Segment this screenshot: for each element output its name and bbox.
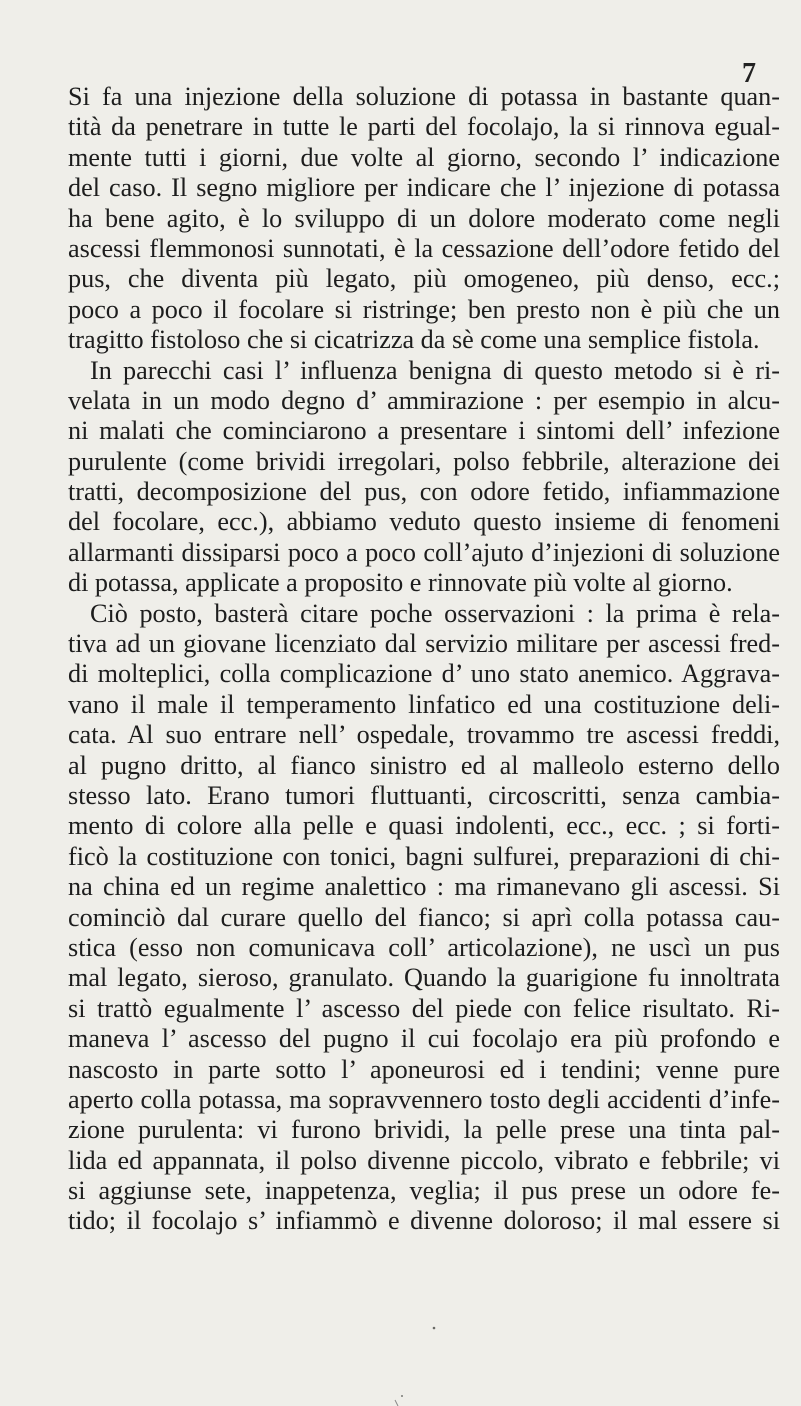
- text-line: In parecchi casi l’ influenza benigna di questo metodo si è ri-: [90, 355, 780, 385]
- text-line: mal legato, sieroso, granulato. Quando la guarigione fu innoltrata: [68, 963, 780, 993]
- text-line: purulente (come brividi irregolari, polso febbrile, alterazione dei: [68, 446, 780, 476]
- text-line: na china ed un regime analettico : ma rimanevano gli ascessi. Si: [68, 872, 780, 902]
- text-line: lida ed appannata, il polso divenne piccolo, vibrato e febbrile; vi: [68, 1145, 780, 1175]
- text-line: pus, che diventa più legato, più omogeneo, più denso, ecc.;: [68, 264, 780, 294]
- text-line: allarmanti dissiparsi poco a poco coll’ajuto d’injezioni di soluzione: [68, 537, 780, 567]
- text-line: tragitto fistoloso che si cicatrizza da sè come una semplice fistola.: [68, 325, 760, 355]
- text-line: stesso lato. Erano tumori fluttuanti, circoscritti, senza cambia-: [68, 780, 780, 810]
- text-line: tità da penetrare in tutte le parti del focolajo, la si rinnova egual-: [68, 112, 780, 142]
- text-line: tiva ad un giovane licenziato dal servizio militare per ascessi fred-: [68, 629, 780, 659]
- text-line: del focolare, ecc.), abbiamo veduto questo insieme di fenomeni: [68, 507, 780, 537]
- text-line: aperto colla potassa, ma sopravvennero tosto degli accidenti d’infe-: [68, 1084, 780, 1114]
- text-line: stica (esso non comunicava coll’ articolazione), ne uscì un pus: [68, 932, 780, 962]
- page-number: 7: [742, 58, 756, 89]
- text-line: velata in un modo degno d’ ammirazione : per esempio in alcu-: [68, 385, 780, 415]
- text-line: si trattò egualmente l’ ascesso del piede con felice risultato. Ri-: [68, 993, 780, 1023]
- text-line: ha bene agito, è lo sviluppo di un dolore moderato come negli: [68, 203, 780, 233]
- text-line: si aggiunse sete, inappetenza, veglia; il pus prese un odore fe-: [68, 1176, 780, 1206]
- text-line: mento di colore alla pelle e quasi indolenti, ecc., ecc. ; si forti-: [68, 811, 780, 841]
- text-line: zione purulenta: vi furono brividi, la pelle prese una tinta pal-: [68, 1115, 780, 1145]
- text-line: cominciò dal curare quello del fianco; si aprì colla potassa cau-: [68, 902, 780, 932]
- text-line: del caso. Il segno migliore per indicare che l’ injezione di potassa: [68, 173, 780, 203]
- text-line: ni malati che cominciarono a presentare i sintomi dell’ infezione: [68, 416, 780, 446]
- text-line: nascosto in parte sotto l’ aponeurosi ed i tendini; venne pure: [68, 1054, 780, 1084]
- text-line: tratti, decomposizione del pus, con odore fetido, infiammazione: [68, 477, 780, 507]
- text-line: tido; il focolajo s’ infiammò e divenne doloroso; il mal essere si: [68, 1206, 780, 1236]
- text-line: di molteplici, colla complicazione d’ uno stato anemico. Aggrava-: [68, 659, 780, 689]
- text-line: cata. Al suo entrare nell’ ospedale, trovammo tre ascessi freddi,: [68, 720, 780, 750]
- text-line: di potassa, applicate a proposito e rinnovate più volte al giorno.: [68, 568, 733, 598]
- text-line: al pugno dritto, al fianco sinistro ed al malleolo esterno dello: [68, 750, 780, 780]
- text-line: maneva l’ ascesso del pugno il cui focolajo era più profondo e: [68, 1024, 780, 1054]
- body-text: [68, 82, 780, 1237]
- text-line: ficò la costituzione con tonici, bagni sulfurei, preparazioni di chi-: [68, 841, 780, 871]
- text-line: ascessi flemmonosi sunnotati, è la cessazione dell’odore fetido del: [68, 233, 780, 263]
- text-line: Si fa una injezione della soluzione di potassa in bastante quan-: [68, 82, 780, 111]
- text-line: vano il male il temperamento linfatico ed una costituzione deli-: [68, 689, 780, 719]
- text-line: poco a poco il focolare si ristringe; ben presto non è più che un: [68, 294, 780, 324]
- text-line: Ciò posto, basterà citare poche osservazioni : la prima è rela-: [90, 598, 780, 628]
- text-line: mente tutti i giorni, due volte al giorno, secondo l’ indicazione: [68, 142, 780, 172]
